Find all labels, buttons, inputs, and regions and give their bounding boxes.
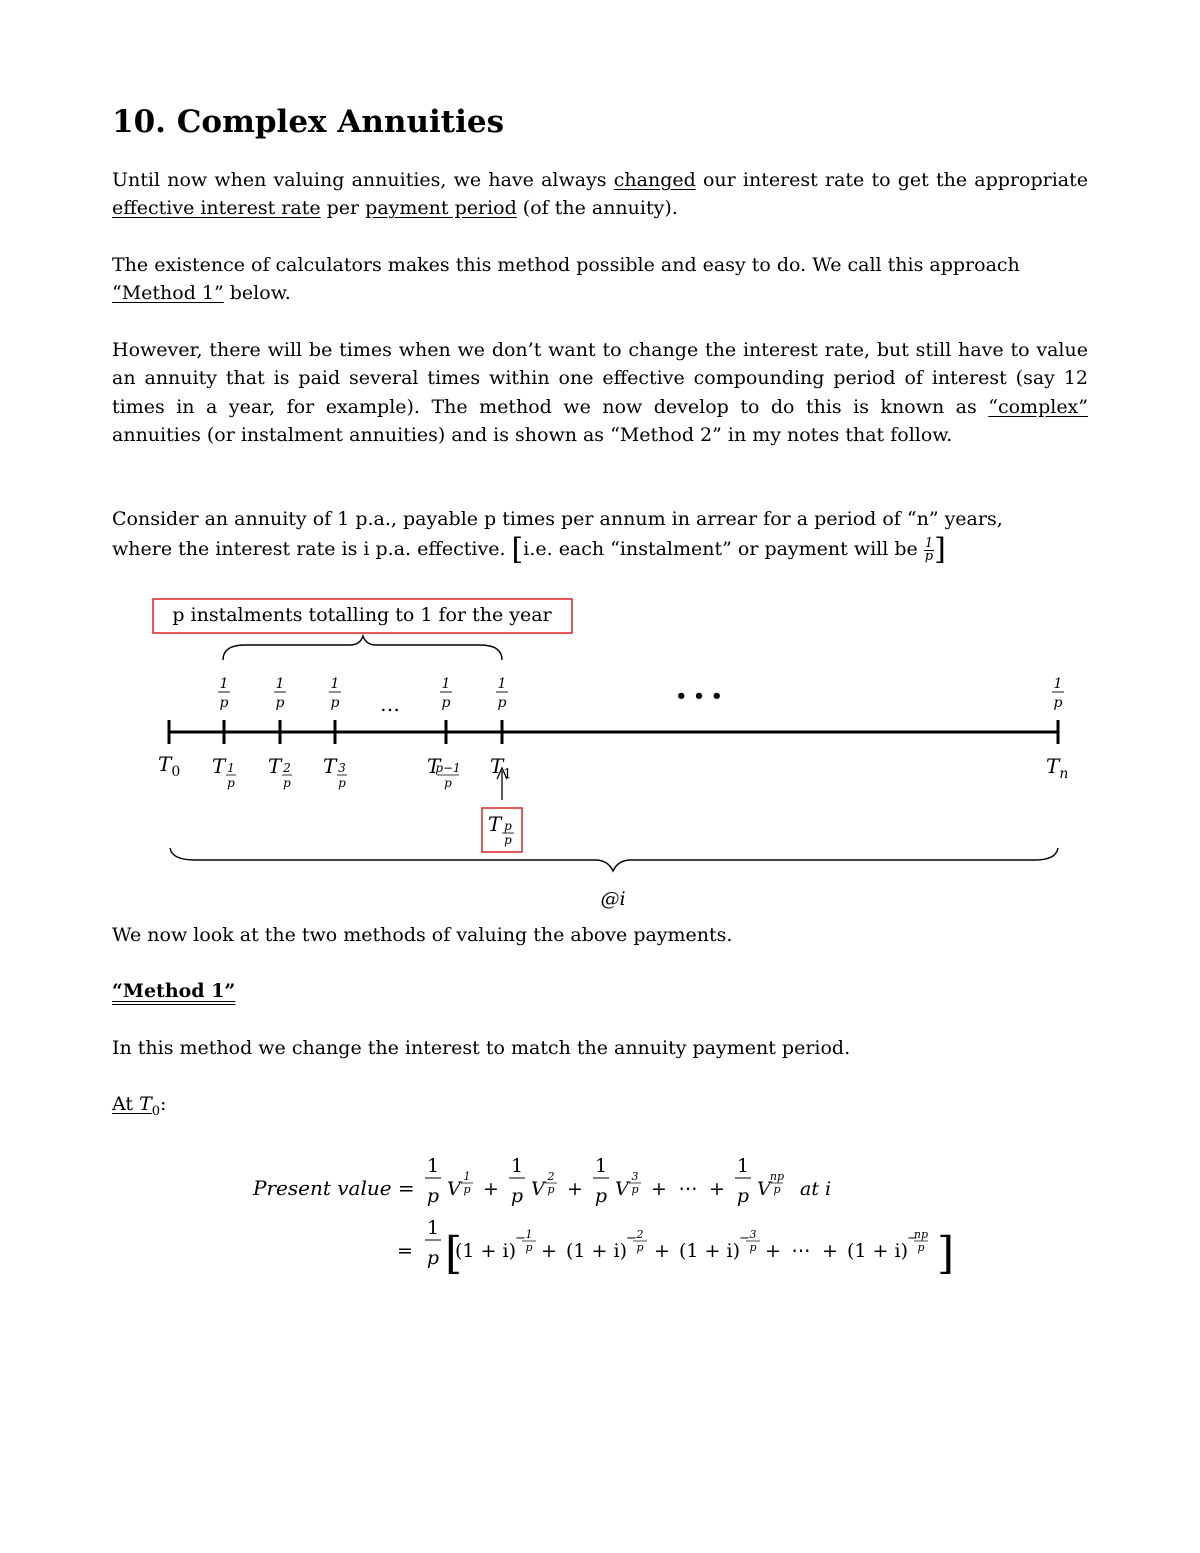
svg-text:1: 1 [426,1155,440,1177]
consider-paragraph: Consider an annuity of 1 p.a., payable p times per annum in arrear for a period of “n” years, where the interest rate is i p.a. effective. [i.e. each “instalment” or payment will be $\frac{1}{p}$ ] [112,508,1003,568]
svg-text:p: p [504,819,512,833]
pv-term [425,1155,473,1207]
svg-text:V: V [757,1178,771,1200]
fractional-time-labels [212,754,461,790]
payments-ellipsis: … [380,692,400,716]
svg-text:V: V [615,1178,629,1200]
svg-text:+: + [651,1178,667,1200]
svg-text:p: p [594,1185,608,1207]
fractional-time-label [323,754,347,790]
svg-text:p: p [510,1185,524,1207]
present-value-formula [0,1150,1200,1290]
svg-text:+: + [709,1178,725,1200]
svg-text:np: np [769,1170,785,1183]
svg-text:1: 1 [463,1170,471,1183]
svg-text:p: p [426,1247,440,1269]
payment-fraction [440,676,452,711]
svg-text:+: + [822,1240,838,1262]
calculators-paragraph: The existence of calculators makes this method possible and easy to do. We call this approach “Method 1” below. [112,254,1020,305]
svg-text:1: 1 [525,1228,533,1241]
payment-fraction [1052,676,1064,711]
svg-text:(1 + i): (1 + i) [455,1240,516,1262]
svg-text:1: 1 [330,676,340,692]
svg-text:p: p [525,1241,533,1254]
tn-label: $T_n$ [1046,754,1069,782]
pv-term [593,1155,641,1207]
svg-text:2: 2 [283,761,291,775]
payment-fraction [218,676,230,711]
svg-text:p: p [444,776,452,790]
t0-label: $T_0$ [158,752,181,780]
svg-text:p: p [275,695,285,711]
page-title: 10. Complex Annuities [112,104,505,140]
payment-fraction [496,676,508,711]
svg-text:p: p [773,1183,781,1196]
svg-text:1: 1 [426,1217,440,1239]
timeline-diagram [0,590,1200,920]
years-dots: • • • [675,686,723,707]
svg-text:T: T [268,754,282,778]
payment-fraction [329,676,341,711]
svg-text:p: p [219,695,229,711]
svg-text:p: p [497,695,507,711]
payment-fraction [274,676,286,711]
at-t0-label: At $T_0$: [112,1093,167,1119]
svg-text:p: p [749,1241,757,1254]
fractional-time-label [268,754,292,790]
year-brace [223,636,502,660]
svg-text:p: p [636,1241,644,1254]
method1-heading: “Method 1” [112,980,236,1002]
svg-text:=: = [397,1240,413,1262]
svg-text:T: T [427,754,441,778]
svg-text:p: p [1053,695,1063,711]
payment-fractions [218,676,1064,711]
svg-text:−: − [515,1231,526,1246]
svg-text:1: 1 [219,676,229,692]
two-methods-paragraph: We now look at the two methods of valuing the above payments. [112,924,733,946]
svg-text:+: + [483,1178,499,1200]
svg-text:T: T [323,754,337,778]
svg-text:1: 1 [594,1155,608,1177]
present-value-lhs: Present value = [253,1176,415,1200]
svg-text:V: V [447,1178,461,1200]
svg-text:p: p [547,1183,555,1196]
instalments-label: p instalments totalling to 1 for the year [172,604,552,626]
svg-text:p: p [463,1183,471,1196]
svg-text:[: [ [445,1228,463,1279]
rate-label: @i [600,888,626,910]
term-brace [170,848,1058,871]
svg-text:T: T [212,754,226,778]
svg-text:+: + [541,1240,557,1262]
svg-text:p−1: p−1 [435,761,461,775]
one-over-p-fraction: $\frac{1}{p}$ [924,535,934,564]
svg-text:(1 + i): (1 + i) [566,1240,627,1262]
svg-text:−: − [739,1231,750,1246]
svg-text:p: p [426,1185,440,1207]
svg-text:1: 1 [736,1155,750,1177]
svg-text:1: 1 [441,676,451,692]
method1-description: In this method we change the interest to match the annuity payment period. [112,1037,851,1059]
svg-text:3: 3 [631,1170,639,1183]
svg-text:1: 1 [275,676,285,692]
svg-text:2: 2 [547,1170,555,1183]
pv-expanded [425,1217,954,1279]
pv-term [735,1155,784,1207]
svg-text:p: p [504,833,512,847]
svg-text:1: 1 [510,1155,524,1177]
svg-text:p: p [736,1185,750,1207]
svg-text:+: + [765,1240,781,1262]
fractional-time-label [212,754,236,790]
svg-text:1: 1 [1053,676,1063,692]
tp-over-p-label: T [488,812,502,836]
svg-text:p: p [441,695,451,711]
svg-text:⋯: ⋯ [678,1178,698,1200]
svg-text:p: p [631,1183,639,1196]
svg-text:−: − [626,1231,637,1246]
fractional-time-label [427,754,461,790]
svg-text:⋯: ⋯ [791,1240,811,1262]
svg-text:3: 3 [749,1228,757,1241]
pv-term [509,1155,557,1207]
svg-text:1: 1 [497,676,507,692]
t1-label: $T_1$ [490,754,512,782]
complex-annuities-paragraph: However, there will be times when we don’t want to change the interest rate, but still have to value an annuity that is paid several times within one effective compounding period of interest (say 12 times in a year, for example). The method we now develop to do this is known as “complex” annuities (or instalment annuities) and is shown as “Method 2” in my notes that follow. [112,339,1088,447]
intro-paragraph: Until now when valuing annuities, we have always changed our interest rate to get the appropriate effective interest rate per payment period (of the annuity). [112,169,1089,220]
svg-text:p: p [338,776,346,790]
svg-text:p: p [227,776,235,790]
svg-text:1: 1 [227,761,235,775]
svg-text:+: + [654,1240,670,1262]
svg-text:2: 2 [636,1228,644,1241]
svg-text:p: p [330,695,340,711]
svg-text:p: p [283,776,291,790]
svg-text:p: p [917,1241,925,1254]
svg-text:]: ] [937,1228,955,1279]
svg-text:V: V [531,1178,545,1200]
svg-text:−: − [907,1231,918,1246]
svg-text:at i: at i [800,1178,832,1200]
svg-text:3: 3 [338,761,346,775]
svg-text:np: np [913,1228,929,1241]
svg-text:(1 + i): (1 + i) [847,1240,908,1262]
svg-text:+: + [567,1178,583,1200]
svg-text:(1 + i): (1 + i) [679,1240,740,1262]
